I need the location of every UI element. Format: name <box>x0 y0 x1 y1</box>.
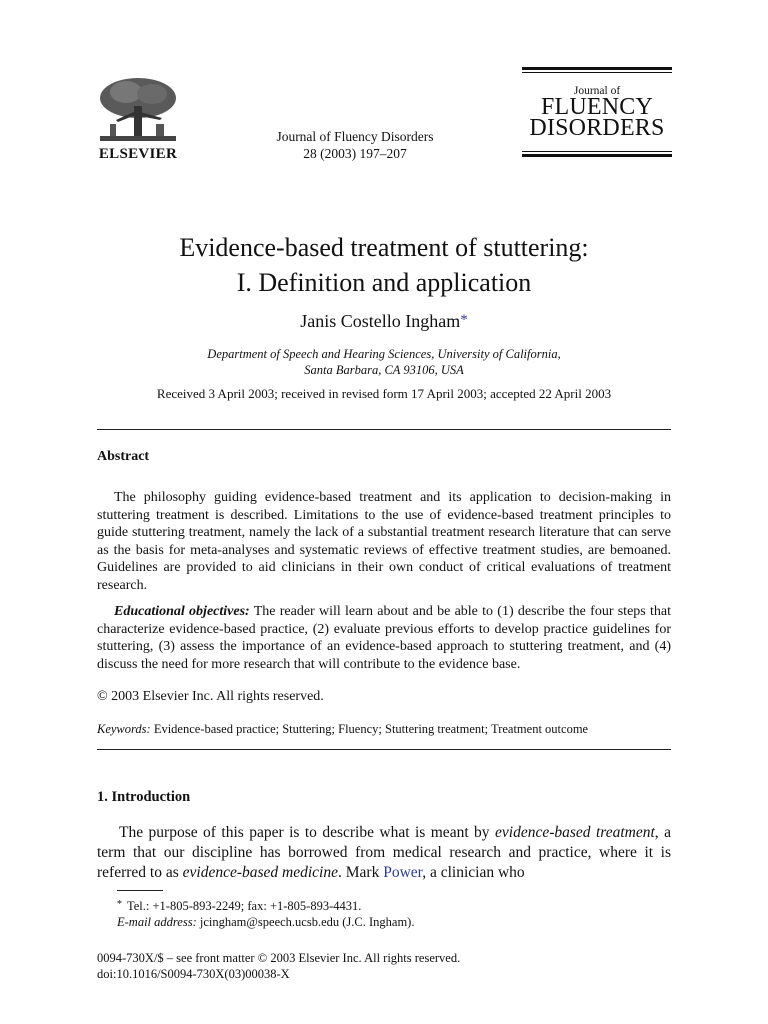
keywords-list: Evidence-based practice; Stuttering; Fluency; Stuttering treatment; Treatment outcome <box>150 722 589 736</box>
footnote-mark: * <box>117 899 122 910</box>
introduction-body <box>97 823 671 883</box>
elsevier-logo <box>96 76 180 164</box>
logo-top-rule-thin <box>522 72 672 73</box>
footnote-email-line <box>117 914 677 930</box>
journal-logo-line2: DISORDERS <box>529 115 665 141</box>
journal-logo-line1: FLUENCY <box>540 94 654 120</box>
intro-em-b: evidence-based medicine <box>182 864 338 881</box>
introduction-heading: 1. Introduction <box>97 789 191 805</box>
abstract-bottom-rule <box>97 749 671 750</box>
author-name: Janis Costello Ingham <box>300 311 461 331</box>
keywords-line <box>97 722 671 737</box>
objectives-label: Educational objectives: <box>114 604 250 619</box>
received-dates: Received 3 April 2003; received in revised form 17 April 2003; accepted 22 April 2003 <box>156 386 612 401</box>
journal-volume-pages: 28 (2003) 197–207 <box>303 146 407 161</box>
footnote-tel-line <box>117 897 677 914</box>
journal-logo-box <box>522 67 672 160</box>
logo-top-rule <box>522 67 672 70</box>
intro-text-d: , a clinician who <box>422 864 525 881</box>
affiliation-line-1: Department of Speech and Hearing Sciences, University of California, <box>207 347 561 361</box>
title-line-1: Evidence-based treatment of stuttering: <box>179 233 589 262</box>
abstract-top-rule <box>97 429 671 430</box>
title-line-2: I. Definition and application <box>236 268 532 297</box>
logo-bottom-rule-thin <box>522 151 672 152</box>
intro-text-b: , a term that our discipline has borrowed from medical research and practice, where it is referred to as <box>97 824 671 881</box>
journal-name: Journal of Fluency Disorders <box>276 129 434 144</box>
abstract-copyright: © 2003 Elsevier Inc. All rights reserved. <box>97 689 324 704</box>
doi[interactable]: doi:10.1016/S0094-730X(03)00038-X <box>97 967 290 981</box>
intro-em-a: evidence-based treatment <box>495 824 655 841</box>
footnote <box>117 897 677 930</box>
logo-bottom-rule <box>522 154 672 157</box>
affiliation <box>80 346 688 378</box>
front-matter-line: 0094-730X/$ – see front matter © 2003 Elsevier Inc. All rights reserved. <box>97 951 461 965</box>
author-line <box>80 311 688 332</box>
intro-text-a: The purpose of this paper is to describe what is meant by <box>119 824 495 841</box>
journal-of-label: Journal of <box>573 85 621 97</box>
abstract-text: The philosophy guiding evidence-based treatment and its application to decision-making in stuttering treatment is described. Limitations to the use of evidence-based treatment principles to guide stuttering treatment, namely the lack of a substantial treatment research literature that can serve as the basis for meta-analyses and systematic reviews of effective treatment studies, are bemoaned. Guidelines are provided to aid clinicians in their own conduct of critical evaluations of treatment research. <box>97 490 671 593</box>
objectives-text: The reader will learn about and be able to (1) describe the four steps that characterize evidence-based practice, (2) evaluate previous efforts to develop practice guidelines for stuttering, (3) assess the importance of an evidence-based approach to stuttering treatment, and (4) discuss the need for more research that will contribute to the evidence base. <box>97 604 671 672</box>
abstract-paragraph-1 <box>97 489 671 594</box>
affiliation-line-2: Santa Barbara, CA 93106, USA <box>304 363 464 377</box>
article-title <box>80 230 688 300</box>
abstract-paragraph-2 <box>97 603 671 673</box>
journal-citation-block <box>250 128 460 162</box>
footnote-rule <box>117 890 163 891</box>
publisher-name: ELSEVIER <box>98 146 178 162</box>
footnote-email-label: E-mail address: <box>117 915 197 929</box>
reference-link-power[interactable]: Power <box>383 864 423 881</box>
abstract-heading: Abstract <box>97 449 150 464</box>
footnote-email[interactable]: jcingham@speech.ucsb.edu (J.C. Ingham). <box>196 915 415 929</box>
footnote-tel: Tel.: +1-805-893-2249; fax: +1-805-893-4431. <box>127 899 362 913</box>
author-footnote-mark[interactable]: * <box>460 312 468 328</box>
intro-text-c: . Mark <box>338 864 384 881</box>
elsevier-tree-icon <box>96 76 180 144</box>
keywords-label: Keywords: <box>97 722 151 736</box>
front-matter <box>97 950 657 982</box>
